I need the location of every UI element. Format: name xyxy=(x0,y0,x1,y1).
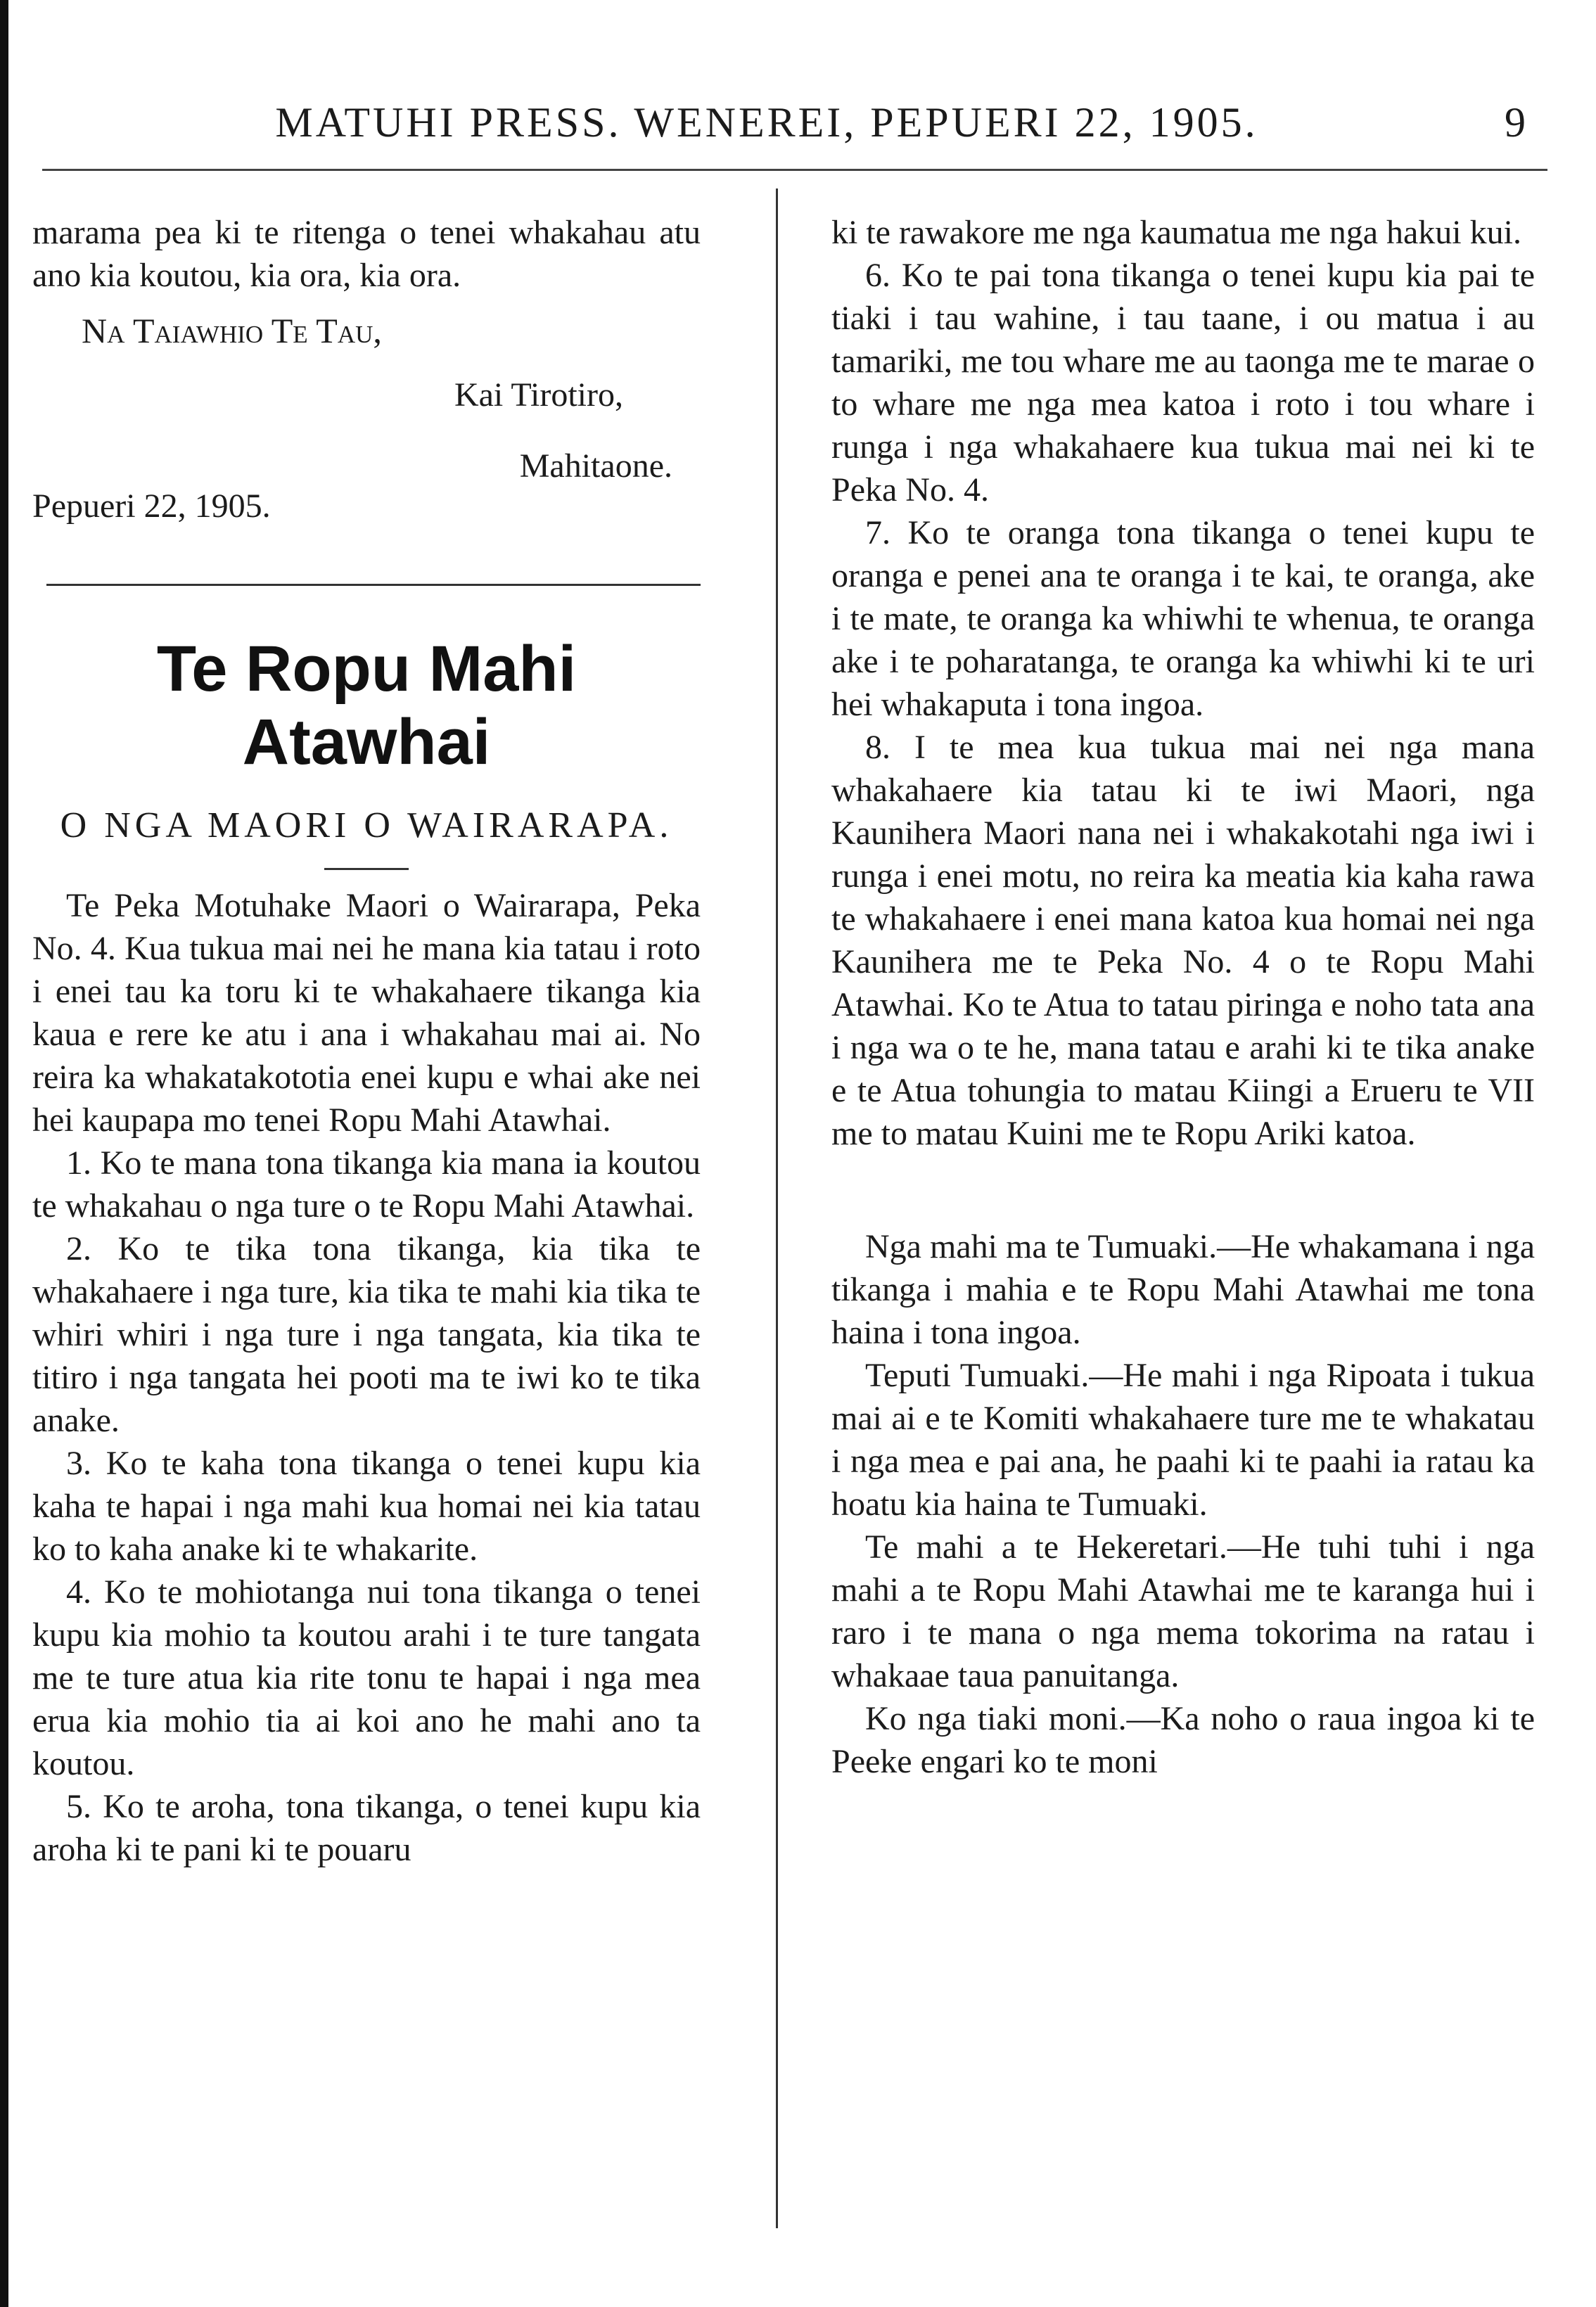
article-subtitle: O NGA MAORI O WAIRARAPA. xyxy=(60,805,673,845)
duty-paragraph: Te mahi a te Hekeretari.—He tuhi tuhi i nga mahi a te Ropu Mahi Atawhai me te karanga hui i raro i te mana o nga mema tokorima na ratau i whakaae taua panuitanga. xyxy=(831,1528,1535,1694)
masthead: MATUHI PRESS. WENEREI, PEPUERI 22, 1905. xyxy=(275,99,1258,146)
column-divider xyxy=(776,188,778,2228)
right-column xyxy=(831,211,1535,1783)
article-paragraph: 7. Ko te oranga tona tikanga o tenei kupu te oranga e penei ana te oranga i te kai, te oranga, ake i te mate, te oranga ka whiwhi te whenua, te oranga ake i te poharatanga, te oranga ka whiwhi ki te uri hei whakaputa i tona ingoa. xyxy=(831,514,1535,723)
signature-role-2: Mahitaone. xyxy=(519,447,672,485)
article-paragraph: Te Peka Motuhake Maori o Wairarapa, Peka No. 4. Kua tukua mai nei he mana kia tatau i roto i enei tau ka toru ki te whakahaere tikanga kia kaua e rere ke atu i ana i whakahau mai ai. No reira ka whakatakototia enei kupu e whai ake nei hei kaupapa mo tenei Ropu Mahi Atawhai. xyxy=(32,887,701,1139)
article-paragraph: 4. Ko te mohiotanga nui tona tikanga o tenei kupu kia mohio ta koutou arahi i te ture tangata me te ture atua kia rite tonu te hapai i nga mea erua kia mohio tia ai koi ano he mahi ano ta koutou. xyxy=(32,1573,701,1782)
page-number: 9 xyxy=(1505,99,1526,146)
article-title: Te Ropu Mahi Atawhai xyxy=(156,633,577,778)
article-paragraph: 5. Ko te aroha, tona tikanga, o tenei kupu kia aroha ki te pani ki te pouaru xyxy=(32,1788,701,1868)
article-paragraph: 8. I te mea kua tukua mai nei nga mana whakahaere kia tatau ki te iwi Maori, nga Kaunihera Maori nana nei i whakakotahi nga iwi i runga i enei motu, no reira ka meatia kia kaha rawa te whakahaere i enei mana katoa kua homai nei nga Kaunihera me te Peka No. 4 o te Ropu Mahi Atawhai. Ko te Atua to tatau piringa e noho tata ana i nga wa o te he, mana tatau e arahi ki te tika anake e te Atua tohungia to matau Kiingi a Erueru te VII me to matau Kuini me te Ropu Ariki katoa. xyxy=(831,729,1535,1152)
article-paragraph: 1. Ko te mana tona tikanga kia mana ia koutou te whakahau o nga ture o te Ropu Mahi Atawhai. xyxy=(32,1144,701,1225)
header-rule xyxy=(42,169,1547,171)
intro-paragraph: marama pea ki te ritenga o tenei whakahau atu ano kia koutou, kia ora, kia ora. xyxy=(32,214,701,294)
duty-paragraph: Teputi Tumuaki.—He mahi i nga Ripoata i tukua mai ai e te Komiti whakahaere ture me te whakatau i nga mea e pai ana, he paahi ki te paahi ia ratau ka hoatu kia haina te Tumuaki. xyxy=(831,1357,1535,1523)
duty-paragraph: Nga mahi ma te Tumuaki.—He whakamana i nga tikanga i mahia e te Ropu Mahi Atawhai me tona haina i tona ingoa. xyxy=(831,1228,1535,1351)
article-paragraph: ki te rawakore me nga kaumatua me nga hakui kui. xyxy=(831,214,1521,251)
subtitle-rule xyxy=(324,868,409,870)
signature-role-1: Kai Tirotiro, xyxy=(454,376,623,414)
section-gap xyxy=(831,1155,1535,1225)
left-column xyxy=(32,211,701,1871)
article-paragraph: 3. Ko te kaha tona tikanga o tenei kupu kia kaha te hapai i nga mahi kua homai nei kia tatau ko to kaha anake ki te whakarite. xyxy=(32,1445,701,1568)
article-paragraph: 2. Ko te tika tona tikanga, kia tika te whakahaere i nga ture, kia tika te mahi kia tika te whiri whiri i nga ture i nga tangata, kia tika te titiro i nga tangata hei pooti ma te iwi ko te tika anake. xyxy=(32,1230,701,1439)
section-rule xyxy=(46,584,701,586)
article-paragraph: 6. Ko te pai tona tikanga o tenei kupu kia pai te tiaki i tau wahine, i tau taane, i ou matua i au tamariki, me tou whare me au taonga me te marae o to whare me nga mea katoa i roto i tou whare i runga i nga whakahaere kua tukua mai nei ki te Peka No. 4. xyxy=(831,257,1535,509)
duty-paragraph: Ko nga tiaki moni.—Ka noho o raua ingoa ki te Peeke engari ko te moni xyxy=(831,1700,1535,1780)
signature-name: Na Taiawhio Te Tau, xyxy=(82,311,382,350)
signature-date: Pepueri 22, 1905. xyxy=(32,487,271,525)
scan-edge xyxy=(0,0,8,2307)
